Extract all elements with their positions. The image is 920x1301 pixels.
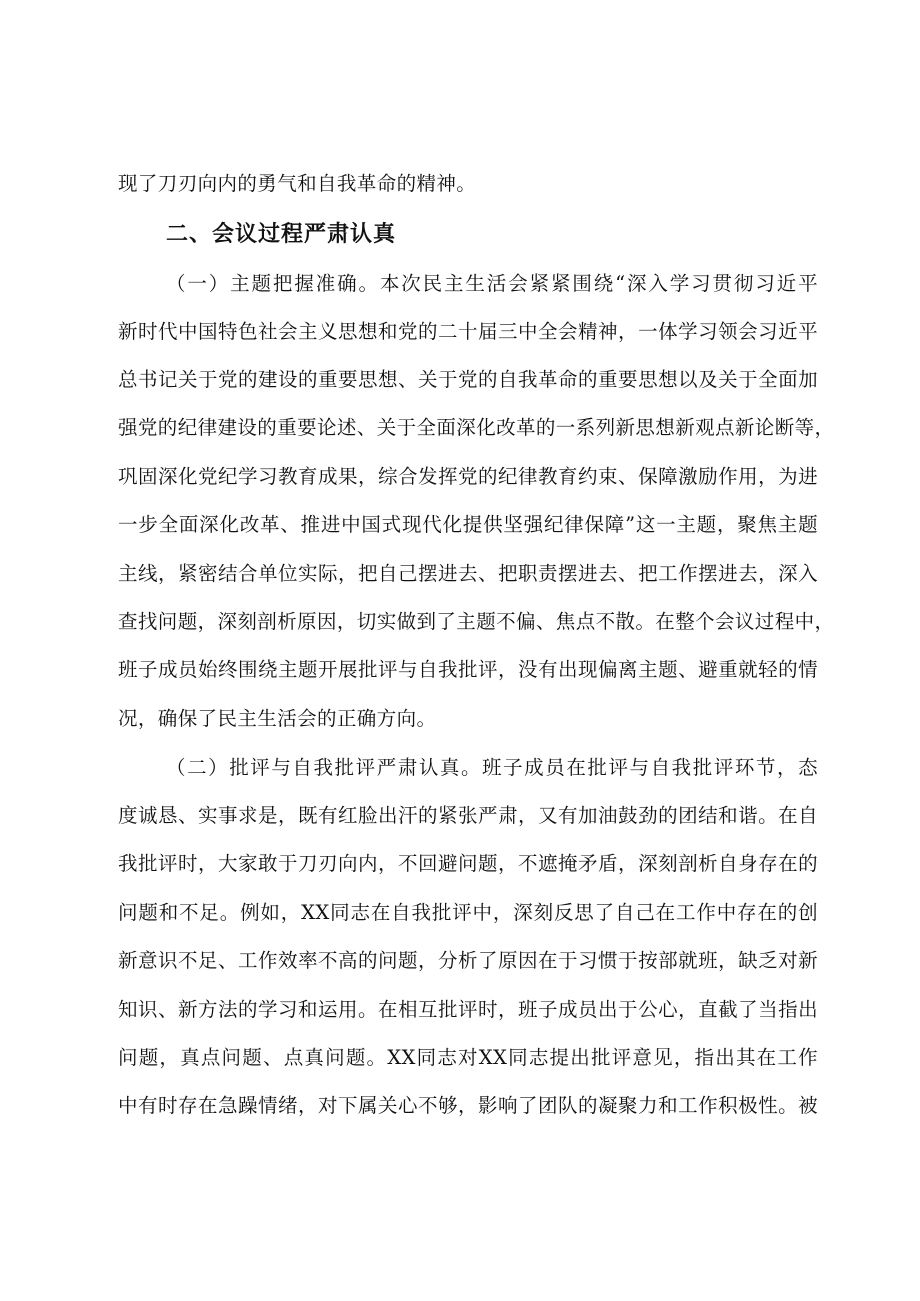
paragraph-line: 新意识不足、工作效率不高的问题，分析了原因在于习惯于按部就班，缺乏对新 [118, 949, 818, 972]
paragraph-line: 查找问题，深刻剖析原因，切实做到了主题不偏、焦点不散。在整个会议过程中， [118, 610, 835, 633]
paragraph-line: 我批评时，大家敢于刀刃向内，不回避问题，不遮掩矛盾，深刻剖析自身存在的 [118, 852, 818, 875]
paragraph-line: 知识、新方法的学习和运用。在相互批评时，班子成员出于公心，直截了当指出 [118, 998, 818, 1021]
paragraph-line: 主线，紧密结合单位实际，把自己摆进去、把职责摆进去、把工作摆进去，深入 [118, 562, 818, 585]
paragraph-line: 度诚恳、实事求是，既有红脸出汗的紧张严肃，又有加油鼓劲的团结和谐。在自 [118, 804, 818, 827]
paragraph-line: 巩固深化党纪学习教育成果，综合发挥党的纪律教育约束、保障激励作用，为进 [118, 465, 818, 488]
paragraph-line: 问题和不足。例如，XX同志在自我批评中，深刻反思了自己在工作中存在的创 [118, 901, 818, 924]
paragraph-line: 强党的纪律建设的重要论述、关于全面深化改革的一系列新思想新观点新论断等， [118, 416, 835, 439]
paragraph-line: （一）主题把握准确。本次民主生活会紧紧围绕“深入学习贯彻习近平 [166, 272, 818, 295]
paragraph-line: 中有时存在急躁情绪，对下属关心不够，影响了团队的凝聚力和工作积极性。被 [118, 1094, 818, 1117]
paragraph-line: 况，确保了民主生活会的正确方向。 [118, 707, 437, 730]
paragraph-line: 总书记关于党的建设的重要思想、关于党的自我革命的重要思想以及关于全面加 [118, 368, 818, 391]
paragraph-line: 新时代中国特色社会主义思想和党的二十届三中全会精神，一体学习领会习近平 [118, 320, 818, 343]
paragraph-line: 班子成员始终围绕主题开展批评与自我批评，没有出现偏离主题、避重就轻的情 [118, 658, 818, 681]
continuation-line: 现了刀刃向内的勇气和自我革命的精神。 [118, 172, 477, 195]
paragraph-line: （二）批评与自我批评严肃认真。班子成员在批评与自我批评环节，态 [166, 756, 818, 779]
section-heading: 二、会议过程严肃认真 [166, 222, 397, 247]
paragraph-line: 问题，真点问题、点真问题。XX同志对XX同志提出批评意见，指出其在工作 [118, 1046, 818, 1069]
paragraph-line: 一步全面深化改革、推进中国式现代化提供坚强纪律保障”这一主题，聚焦主题 [118, 513, 818, 536]
